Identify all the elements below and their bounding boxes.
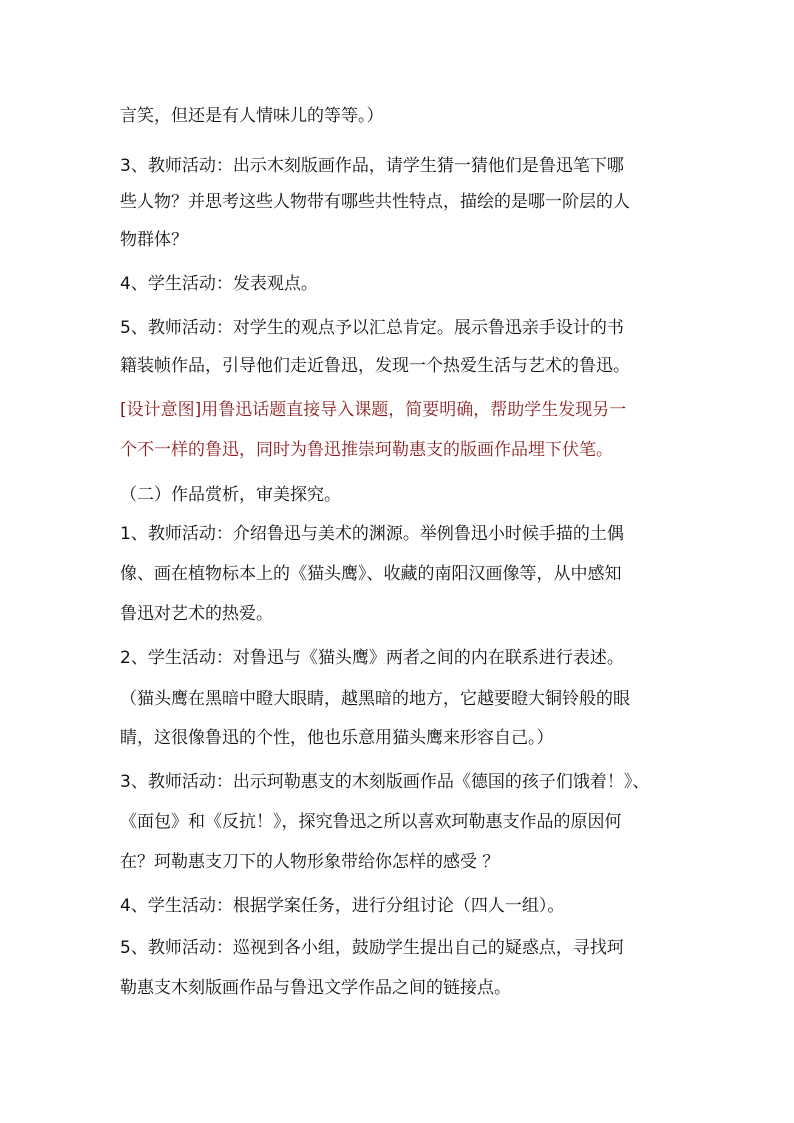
text-line: 《面包》和《反抗！》，探究鲁迅之所以喜欢珂勒惠支作品的原因何 <box>120 812 622 832</box>
text-line: 2、学生活动：对鲁迅与《猫头鹰》两者之间的内在联系进行表述。 <box>120 648 624 668</box>
design-intent-line: 个不一样的鲁迅，同时为鲁迅推崇珂勒惠支的版画作品埋下伏笔。 <box>120 440 613 460</box>
text-line: 4、学生活动：发表观点。 <box>120 274 318 294</box>
text-line: 物群体？ <box>120 230 188 250</box>
section-heading: （二）作品赏析，审美探究。 <box>120 485 341 505</box>
text-line: 5、教师活动：对学生的观点予以汇总肯定。展示鲁迅亲手设计的书 <box>120 318 624 338</box>
text-line: 些人物？并思考这些人物带有哪些共性特点，描绘的是哪一阶层的人 <box>120 192 630 212</box>
text-line: 在？珂勒惠支刀下的人物形象带给你怎样的感受 ？ <box>120 852 500 872</box>
text-line: 睛，这很像鲁迅的个性，他也乐意用猫头鹰来形容自己。） <box>120 728 554 748</box>
text-line: 3、教师活动：出示珂勒惠支的木刻版画作品《德国的孩子们饿着！》、 <box>120 772 650 792</box>
text-line: 勒惠支木刻版画作品与鲁迅文学作品之间的链接点。 <box>120 978 511 998</box>
text-line: 籍装帧作品，引导他们走近鲁迅，发现一个热爱生活与艺术的鲁迅。 <box>120 356 630 376</box>
text-line: 像、画在植物标本上的《猫头鹰》、收藏的南阳汉画像等，从中感知 <box>120 564 622 584</box>
text-line: 鲁迅对艺术的热爱。 <box>120 604 273 624</box>
text-line: 3、教师活动：出示木刻版画作品，请学生猜一猜他们是鲁迅笔下哪 <box>120 156 624 176</box>
text-line: （猫头鹰在黑暗中瞪大眼睛，越黑暗的地方，它越要瞪大铜铃般的眼 <box>120 689 630 709</box>
design-intent-line: [设计意图]用鲁迅话题直接导入课题，简要明确，帮助学生发现另一 <box>120 400 627 420</box>
text-line: 1、教师活动：介绍鲁迅与美术的渊源。举例鲁迅小时候手描的土偶 <box>120 524 624 544</box>
text-line: 4、学生活动：根据学案任务，进行分组讨论（四人一组）。 <box>120 896 565 916</box>
text-line: 5、教师活动：巡视到各小组，鼓励学生提出自己的疑惑点，寻找珂 <box>120 938 624 958</box>
text-line: 言笑，但还是有人情味儿的等等。） <box>120 106 384 126</box>
